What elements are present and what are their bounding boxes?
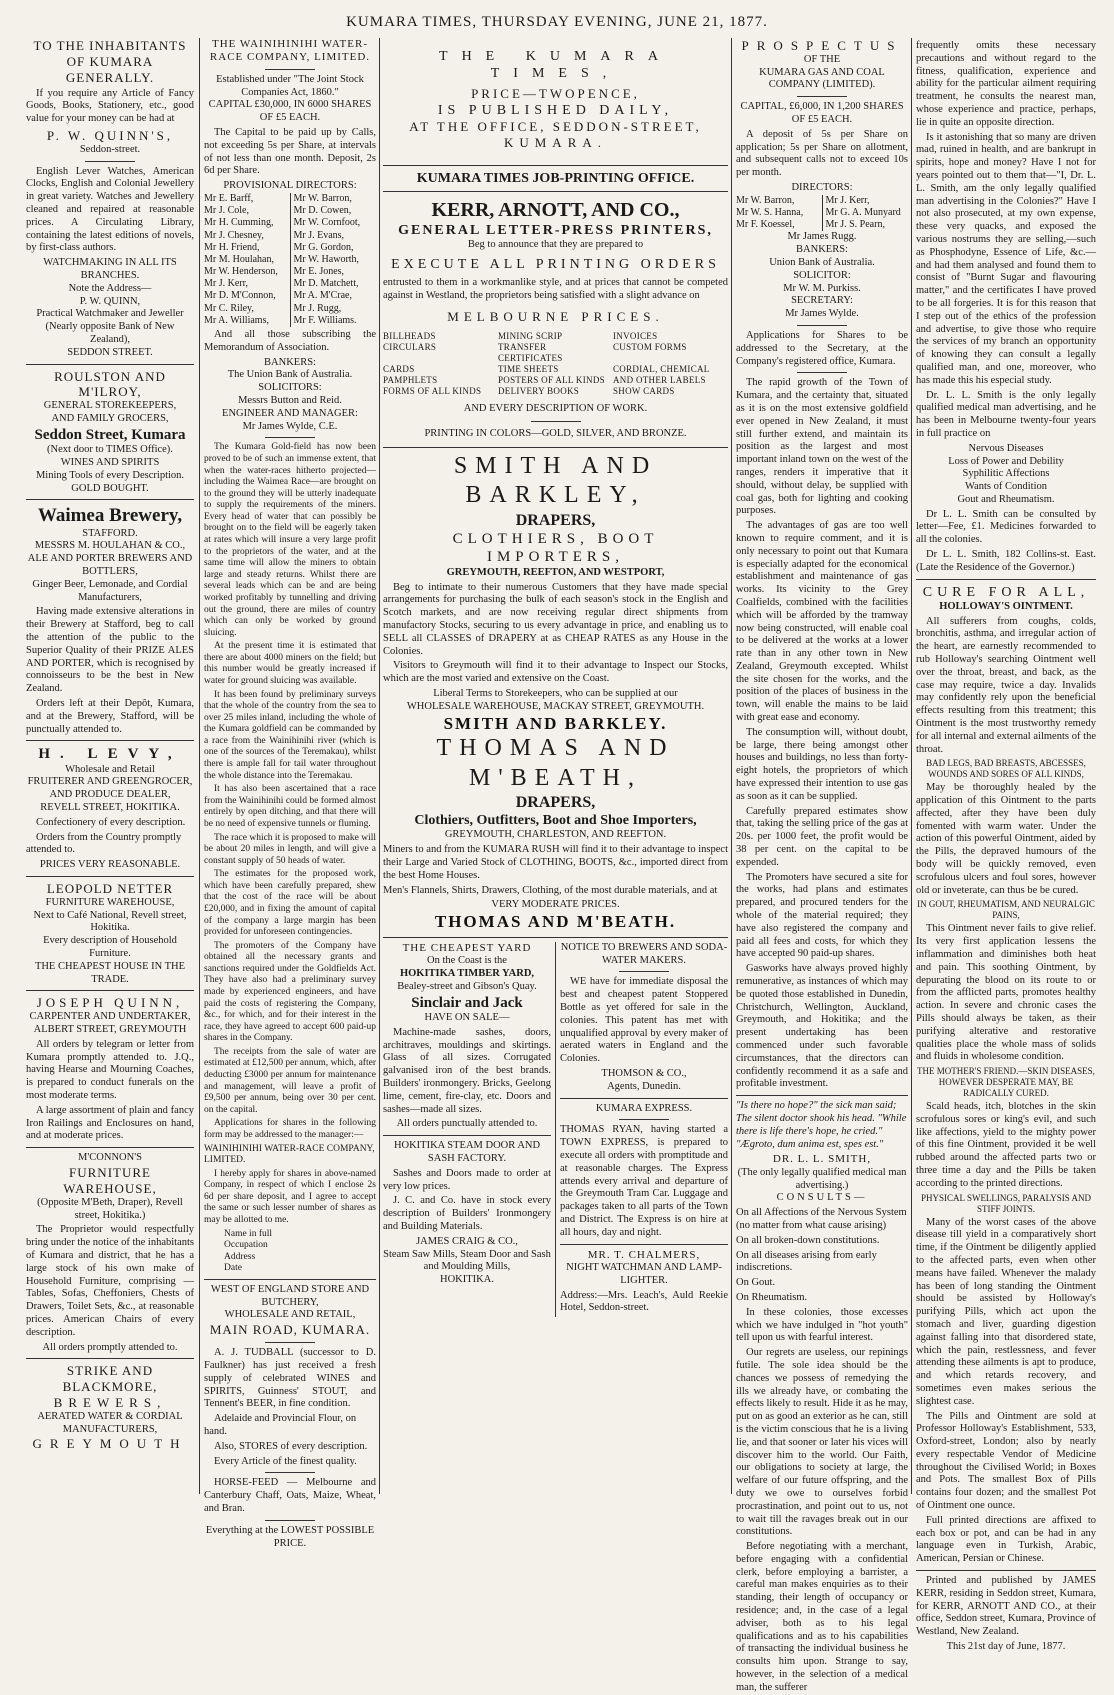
director: Mr J. Kerr, <box>204 278 249 290</box>
soda-place: Agents, Dunedin. <box>607 1080 681 1092</box>
sb-drapers: DRAPERS, <box>515 511 596 529</box>
ad-wainihinihi-directors-heading: PROVISIONAL DIRECTORS: <box>223 180 357 192</box>
kt-title: THE KUMARA TIMES, <box>439 49 672 82</box>
smith-paragraph: Before negotiating with a merchant, before engaging with a confidential clerk, before employing a barrister, a careful man makes enquiries as to their standing, their length of occupancy or residence; and, in the case of a legal adviser, both as to his legal qualifications and as to his capabilities of transacting the individual business he consults him upon. Strange to say, however, in the selection of a medical man, the sufferer <box>736 1541 908 1693</box>
pro-of: OF THE <box>803 53 841 65</box>
ad-roulston-wines: WINES AND SPIRITS <box>60 456 160 468</box>
pro-directors <box>736 195 908 232</box>
ad-waimea-orders: Orders left at their Depôt, Kumara, and at the Brewery, Stafford, will be punctually attended to. <box>26 697 194 735</box>
ad-levy-street: REVELL STREET, HOKITIKA. <box>40 801 180 813</box>
divider <box>26 876 194 877</box>
yard-heading: THE CHEAPEST YARD <box>402 941 532 954</box>
steam-place: HOKITIKA. <box>440 1274 494 1286</box>
ad-waimea-firm2: ALE AND PORTER BREWERS AND BOTTLERS, <box>27 553 193 577</box>
ad-westeng-sub: WHOLESALE AND RETAIL, <box>224 1309 356 1321</box>
ad-wainihinihi-bankers: The Union Bank of Australia. <box>227 369 353 381</box>
ad-quinn-address: Seddon-street. <box>79 143 141 155</box>
center-lower-right <box>556 942 728 1317</box>
kerr-colors: PRINTING IN COLORS—GOLD, SILVER, AND BRONZE. <box>424 428 687 440</box>
yard-orders: All orders punctually attended to. <box>396 1118 538 1130</box>
ad-tudball-price: Everything at the LOWEST POSSIBLE PRICE. <box>205 1524 375 1549</box>
ad-wainihinihi-form-heading: WAINIHINIHI WATER-RACE COMPANY, LIMITED. <box>204 1143 375 1166</box>
divider <box>265 1342 315 1343</box>
divider <box>736 1095 908 1096</box>
page-masthead: KUMARA TIMES, THURSDAY EVENING, JUNE 21, 1877. <box>346 14 768 30</box>
express-heading: KUMARA EXPRESS. <box>595 1102 693 1114</box>
ad-wainihinihi-heading: THE WAINIHINIHI WATER-RACE COMPANY, LIMITED. <box>209 38 371 64</box>
tm-prices: VERY MODERATE PRICES. <box>491 899 620 911</box>
ad-tudball-quality: Every Article of the finest quality. <box>214 1455 357 1467</box>
tm-trades: Clothiers, Outfitters, Boot and Shoe Importers, <box>414 813 697 829</box>
column-rule <box>379 38 380 1494</box>
ad-jquinn-street: ALBERT STREET, GREYMOUTH <box>33 1024 187 1036</box>
ad-wainihinihi-solicitors: Messrs Button and Reid. <box>238 395 342 407</box>
director: Mr J. Cole, <box>204 205 249 217</box>
smith-only: (The only legally qualified medical man advertising.) <box>737 1166 907 1191</box>
director: Mr G. A. Munyard <box>825 207 901 219</box>
director: Mr D. M'Connon, <box>204 290 276 302</box>
ad-wainihinihi-engineer-heading: ENGINEER AND MANAGER: <box>222 407 358 419</box>
pro-apply: Applications for Shares to be addressed to the Secretary, at the Company's registered office, Kumara. <box>736 329 908 367</box>
sb-warehouse: WHOLESALE WAREHOUSE, MACKAY STREET, GREYMOUTH. <box>406 700 705 712</box>
ad-netter-address: Next to Café National, Revell street, Hokitika. <box>33 909 187 934</box>
condition: Gout and Rheumatism. <box>957 493 1055 505</box>
ad-wainihinihi-paragraph: It has been found by preliminary surveys that the whole of the country from the sea to over 25 miles inland, including the whole of the Kumara goldfield can be commanded by a race from the Wainihinihi river (which is one of the sources of the Teremakau), whilst there is ample fall for tail water throughout the whole distance into the Teremakau. <box>204 689 376 781</box>
condition: Loss of Power and Debility <box>948 455 1064 467</box>
steam-mills: Steam Saw Mills, Steam Door and Sash and Moulding Mills, <box>383 1248 551 1273</box>
smith-list <box>736 1207 908 1305</box>
divider <box>531 421 581 422</box>
ad-roulston-sub: GENERAL STOREKEEPERS, <box>43 400 177 412</box>
pro-paragraph: The advantages of gas are too well known to require comment, and it is only necessary to point out that Kumara is especially adapted for the economical establishment and maintenance of gas works. Its vicinity to the Grey Coalfields, combined with the facilities which will be afforded by the tramway now being constructed, will enable coal to be delivered at the works at a lower rate than in any other town in New Zealand, Greymouth excepted. Whilst the site chosen for the works, and the position of the places of business in the town, will enable the mains to be laid with great ease and economy. <box>736 520 908 724</box>
kerr-item: CUSTOM FORMS <box>613 341 687 352</box>
ad-tudball-flour: Adelaide and Provincial Flour, on hand. <box>204 1413 357 1437</box>
form-field: Occupation <box>224 1240 268 1251</box>
director: Mr A. M'Crae, <box>293 290 352 302</box>
ad-wainihinihi-paragraph: At the present time it is estimated that there are about 4000 miners on the field; but this number would be greatly increased if water for ground sluicing was available. <box>204 641 376 686</box>
ad-roulston-next: (Next door to TIMES Office). <box>47 444 173 456</box>
pro-solicitor-heading: SOLICITOR: <box>793 269 851 281</box>
center-columns <box>383 38 728 1494</box>
ad-wainihinihi-paragraph: The race which it is proposed to make will be about 20 miles in length, and will give a constant supply of 50 heads of water. <box>204 832 376 866</box>
steam-body2: J. C. and Co. have in stock every description of Builders' Ironmongery and Building Materials. <box>383 1195 551 1232</box>
smith-paragraph: Our regrets are useless, our repinings futile. The sole idea should be the chances we possess of remedying the ills we already have, or combating the effects likely to result. Hide it as he may, put on as good an exterior as he can, still is the victim conscious that he is a living lie, and that sooner or later his vices will discover him to the world. Our Faith, our obligations to society at large, the welfare of our future offspring, and the duty we owe to ourselves forbid procrastination, and point out to us, not to wait till the ravages break out in our constitutions. <box>736 1347 908 1538</box>
ad-mcconnon-heading: M'CONNON'S <box>78 1152 142 1164</box>
holloway-paragraph: Full printed directions are affixed to each box or pot, and can be had in any language even in Turkish, Arabic, American, Persian or Chinese. <box>916 1514 1096 1565</box>
holloway-gout: IN GOUT, RHEUMATISM, AND NEURALGIC PAINS, <box>917 899 1095 921</box>
pro-rugg: Mr James Rugg. <box>787 231 857 243</box>
ad-wainihinihi-bankers-heading: BANKERS: <box>264 356 316 368</box>
director: Mr M. Houlahan, <box>204 253 274 265</box>
ad-wainihinihi-form: I hereby apply for shares in above-named Company, in respect of which I enclose 2s 6d per share deposit, and I agree to accept the same or such lesser number of shares as may be allotted to me. <box>204 1168 376 1225</box>
column-4 <box>736 38 908 1693</box>
ad-wainihinihi-paragraph: The estimates for the proposed work, which have been carefully prepared, shew that the cost of the race will be about £20,000, and in fixing the amount of capital of the company a large margin has been provided for unforeseen contingencies. <box>204 869 376 938</box>
ad-wainihinihi-established: Established under "The Joint Stock Companies Act, 1860." <box>216 73 364 98</box>
kerr-beg: Beg to announce that they are prepared to <box>467 239 644 251</box>
divider <box>265 437 315 438</box>
ad-jquinn-sub: CARPENTER AND UNDERTAKER, <box>29 1011 191 1023</box>
ad-roulston-heading: ROULSTON AND M'ILROY, <box>54 368 166 400</box>
tm-drapers: DRAPERS, <box>515 793 596 811</box>
director: Mr E. Jones, <box>293 266 345 278</box>
ad-quinn-body: English Lever Watches, American Clocks, English and Colonial Jewellery in great variety. Watches and Jewellery cleaned and repaired at reasonable prices. A Circulating Library, containing the latest editions of novels, by first-class authors. <box>26 165 194 254</box>
ad-roulston-street: Seddon Street, Kumara <box>34 426 186 443</box>
divider <box>26 740 194 741</box>
pro-capital: CAPITAL, £6,000, IN 1,200 SHARES OF £5 EACH. <box>740 101 904 126</box>
directors-left <box>204 193 291 327</box>
kerr-body: entrusted to them in a workmanlike style, and at prices that cannot be competed against in Westland, the proprietors being satisfied with a slight advance on <box>383 277 728 302</box>
soda-heading: NOTICE TO BREWERS AND SODA-WATER MAKERS. <box>560 941 728 966</box>
director: Mr W. Barron, <box>293 192 352 204</box>
sb-trades: CLOTHIERS, BOOT IMPORTERS, <box>452 531 659 566</box>
tm-flannels: Men's Flannels, Shirts, Drawers, Clothing, of the most durable materials, and at <box>383 884 718 896</box>
ad-wainihinihi-engineer: Mr James Wylde, C.E. <box>242 420 338 432</box>
ad-westeng-heading: WEST OF ENGLAND STORE AND BUTCHERY, <box>210 1283 370 1308</box>
divider <box>797 372 847 373</box>
divider <box>916 1570 1096 1571</box>
director: Mr A. Williams, <box>204 314 269 326</box>
ad-quinn-branches: WATCHMAKING IN ALL ITS BRANCHES. <box>43 257 177 281</box>
ad-quinn-street: SEDDON STREET. <box>67 346 153 358</box>
kerr-every: AND EVERY DESCRIPTION OF WORK. <box>463 402 648 414</box>
tm-places: GREYMOUTH, CHARLESTON, AND REEFTON. <box>444 829 667 841</box>
director: Mr W. Henderson, <box>204 266 278 278</box>
director: Mr J. Kerr, <box>825 194 870 206</box>
smith-letter: Dr L. L. Smith can be consulted by letter—Fee, £1. Medicines forwarded to all the colonies. <box>916 508 1096 546</box>
smith-list-item: On Rheumatism. <box>736 1291 808 1303</box>
ad-strike-place: GREYMOUTH <box>32 1436 188 1452</box>
kerr-heading: KERR, ARNOTT, AND CO., <box>431 198 680 221</box>
holloway-heading: HOLLOWAY'S OINTMENT. <box>939 600 1073 612</box>
center-lower-split <box>383 942 728 1317</box>
ad-wainihinihi-directors <box>204 193 376 327</box>
ad-roulston-gold: GOLD BOUGHT. <box>71 482 149 494</box>
job-heading: KUMARA TIMES JOB-PRINTING OFFICE. <box>416 170 695 186</box>
pro-deposit: A deposit of 5s per Share on application; 5s per Share on allotment, and subsequent calls not to exceed 10s per month. <box>736 128 908 179</box>
chalmers-heading: MR. T. CHALMERS, <box>587 1248 701 1261</box>
ad-wainihinihi-calls: The Capital to be paid up by Calls, not exceeding 5s per Share, at intervals of not less than one month. Deposit, 2s 6d per Share. <box>204 127 376 177</box>
ad-quinn-note: Note the Address— <box>68 282 152 294</box>
divider <box>26 499 194 500</box>
steam-heading: HOKITIKA STEAM DOOR AND SASH FACTORY. <box>393 1140 541 1164</box>
kerr-item: TIME SHEETS <box>498 363 559 374</box>
ad-wainihinihi-paragraph: Applications for shares in the following form may be addressed to the manager:— <box>204 1118 376 1140</box>
kerr-item: INVOICES <box>613 330 658 341</box>
ad-levy-confectionery: Confectionery of every description. <box>36 816 186 828</box>
soda-firm: THOMSON & CO., <box>601 1068 687 1080</box>
ad-levy-sub: Wholesale and Retail <box>65 763 155 775</box>
ad-wainihinihi-paragraph: The Kumara Gold-field has now been proved to be of such an immense extent, that when the water-races hitherto projected—including the Waimea Race—are brought on to the ground they will be utterly inadequate to supply the requirements of the miners. Every head of water that can possibly be brought on to the field will be eagerly taken at rates which will insure a very large profit to the proprietors of the water, and at the same time will allow the miners to obtain large and steady returns. Whilst there are several leads which can be and are being worked profitably by tunnelling and driving out the ground, there are miles of country which can only be worked by ground sluicing. <box>204 442 376 638</box>
holloway-paragraph: Many of the worst cases of the above disease till yield in a comparatively short time, if the Ointment be diligently applied to the affected parts, even when other means have failed. Whenever the malady has been of long standing the Ointment should be assisted by Holloway's purifying Pills, which act upon the stomach and liver, guarding digestion against falling into that disordered state, which the pain, restlessness, and fever attending these ailments is apt to produce, and which retards recovery, and sometimes even makes serious the slightest case. <box>916 1216 1096 1407</box>
tm-body: Miners to and from the KUMARA RUSH will find it to their advantage to inspect their Large and Varied Stock of CLOTHING, BOOTS, &c., imported direct from the best Home Houses. <box>383 844 728 881</box>
director: Mr E. Barff, <box>204 192 254 204</box>
holloway-paragraph: The Pills and Ointment are sold at Professor Holloway's Establishment, 533, Oxford-street, London; also by nearly every respectable Vendor of Medicine throughout the Civilised World; in Boxes and Pots. The smallest Box of Pills contains four dozen; and the smallest Pot of Ointment one ounce. <box>916 1410 1096 1512</box>
sb-outline: SMITH AND BARKLEY. <box>443 713 668 733</box>
divider <box>85 161 135 162</box>
imprint: Printed and published by JAMES KERR, residing in Seddon street, Kumara, for KERR, ARNOTT AND CO., at their office, Seddon street, Kumara, Province of Westland, New Zealand. <box>916 1575 1096 1638</box>
form-field: Date <box>224 1263 242 1274</box>
yard-address: Bealey-street and Gibson's Quay. <box>397 980 537 992</box>
director: Mr D. Cowen, <box>293 205 352 217</box>
director: Mr J. Rugg, <box>293 302 342 314</box>
ad-waimea-body: Having made extensive alterations in their Brewery at Stafford, beg to call the attention of the public to the Superior Quality of their PRIZE ALES AND PORTER, which is recognised by connoisseurs to be the best in New Zealand. <box>26 606 194 695</box>
kerr-execute: EXECUTE ALL PRINTING ORDERS <box>391 257 720 273</box>
smith-address: Dr L. L. Smith, 182 Collins-st. East. (Late the Residence of the Governor.) <box>916 549 1096 573</box>
column-rule <box>911 38 912 1494</box>
divider <box>26 990 194 991</box>
divider <box>619 971 669 972</box>
ad-mcconnon-sub: FURNITURE WAREHOUSE, <box>63 1165 157 1196</box>
divider <box>26 1147 194 1148</box>
kerr-items <box>383 331 728 397</box>
divider <box>265 1472 315 1473</box>
condition: Nervous Diseases <box>968 442 1044 454</box>
yard-body: Machine-made sashes, doors, architraves, mouldings and skirtings. Glass of all sizes. Corrugated galvanised iron of the best brands. Builders' ironmongery. Bricks, Geelong lime, cement, fire-clay, etc. Doors and sashes—made all sizes. <box>383 1026 551 1115</box>
ad-levy-prices: PRICES VERY REASONABLE. <box>39 859 181 871</box>
ad-levy-heading: H. LEVY, <box>38 746 182 763</box>
smith-continued: frequently omits these necessary precautions and without regard to the fitness, qualification, experience and ability for the particular ailment requiring treatment, he consults the nearest man, whose experience and practice, perhaps, lie in quite an opposite direction. <box>916 40 1096 128</box>
pro-secretary-heading: SECRETARY: <box>791 295 853 307</box>
directors-right <box>291 193 377 327</box>
form-field: Address <box>224 1251 256 1262</box>
smith-continued: Dr. L. L. Smith is the only legally qualified medical man advertising, and he has been in Melbourne twenty-four years in full practice on <box>916 389 1096 439</box>
ad-jquinn-body: All orders by telegram or letter from Kumara promptly attended to. J.Q., having Hearse and Mourning Coaches, is prepared to conduct funerals on the most moderate terms. <box>26 1038 194 1102</box>
holloway-paragraph: May be thoroughly healed by the application of this Ointment to the parts affected, after they have been duly fomented with warm water. Under the action of this powerful Ointment, aided by the Pills, the depraved humours of the body will be quickly removed, even scrofulous ulcers and foul sores, however old or inveterate, can thus be be cured. <box>916 782 1096 896</box>
column-1 <box>26 38 194 1494</box>
holloway-paragraph: This Ointment never fails to give relief. Its very first application lessens the inflammation and diminishes both heat and pain. This soothing Ointment, by depurating the blood on its route to or from the afflicted parts, promotes healthy action. In severe and chronic cases the Pills should always be taken, as their purifying alterative and restorative qualities place the whole mass of solids and fluids in wholesome condition. <box>916 923 1096 1063</box>
smith-conditions <box>916 443 1096 507</box>
smith-name: DR. L. L. SMITH, <box>772 1153 872 1166</box>
director: Mr W. Haworth, <box>293 253 360 265</box>
ad-quinn-intro: If you require any Article of Fancy Goods, Books, Stationery, etc., good value for your money can be had at <box>26 87 194 125</box>
ad-jquinn-railings: A large assortment of plain and fancy Iron Railings and Enclosures on hand, and at moderate prices. <box>26 1104 194 1142</box>
smith-list-item: On all broken-down constitutions. <box>736 1234 880 1246</box>
pro-bankers: Union Bank of Australia. <box>769 256 875 268</box>
ad-netter-heading: LEOPOLD NETTER <box>46 880 174 896</box>
kerr-sub: GENERAL LETTER-PRESS PRINTERS, <box>398 223 713 239</box>
ad-quinn-heading: TO THE INHABITANTS OF KUMARA GENERALLY. <box>33 38 187 85</box>
divider <box>204 1279 376 1280</box>
kerr-item: AND OTHER LABELS <box>613 374 706 385</box>
pro-solicitor: Mr W. M. Purkiss. <box>783 282 861 294</box>
chalmers-address: Address:—Mrs. Leach's, Auld Reekie Hotel, Seddon-street. <box>560 1289 728 1314</box>
ad-quinn-trade: Practical Watchmaker and Jeweller (Nearly opposite Bank of New Zealand), <box>36 308 184 345</box>
kerr-item: FORMS OF ALL KINDS <box>383 385 482 396</box>
smith-paragraph: In these colonies, those excesses which we have indulged in "hot youth" tell upon us with fearful interest. <box>736 1306 908 1344</box>
ad-wainihinihi-paragraph: The promoters of the Company have obtained all the necessary grants and sanctions required under the Goldfields Act. They have also had a preliminary survey made by experienced engineers, and have paid the costs of registering the Company, &c., for which, and for their interest in the race, they have agreed to accept 600 paid-up shares in the Company. <box>204 940 376 1044</box>
divider <box>383 165 728 166</box>
ad-wainihinihi-solicitors-heading: SOLICITORS: <box>258 382 322 394</box>
ad-mcconnon-body: The Proprietor would respectfully bring under the notice of the inhabitants of Kumara and district, that he has a large stock of his own make of Household Furniture, comprising — Tables, Sofas, Cheffoniers, Chests of Drawers, Toilet Sets, &c., at reasonable prices. American Chairs of every description. <box>26 1224 194 1338</box>
ad-mcconnon-orders: All orders promptly attended to. <box>42 1341 178 1353</box>
ad-quinn-name: P. W. QUINN'S, <box>46 127 174 143</box>
center-lower-left <box>383 942 556 1317</box>
kt-place: KUMARA. <box>503 134 608 150</box>
kerr-item: CARDS <box>383 363 415 374</box>
pro-bankers-heading: BANKERS: <box>796 244 848 256</box>
director: Mr F. Williams. <box>293 314 357 326</box>
director: Mr W. S. Hanna, <box>736 207 804 219</box>
director: Mr W. Cornfoot, <box>293 217 361 229</box>
pro-paragraph: The Promoters have secured a site for the works, had plans and estimates prepared, and procured tenders for the whole of the material required; they have also registered the company and paid all fees and costs, for which they have accepted 90 paid-up shares. <box>736 871 908 960</box>
divider <box>916 579 1096 580</box>
ad-netter-sub: FURNITURE WAREHOUSE, <box>45 896 175 908</box>
directors-left <box>736 195 823 232</box>
director: Mr J. S. Pearn, <box>825 219 885 231</box>
ad-levy-trade: FRUITERER AND GREENGROCER, AND PRODUCE DEALER, <box>27 776 193 801</box>
divider <box>797 325 847 326</box>
column-2 <box>204 38 376 1549</box>
pro-paragraph: Carefully prepared estimates show that, taking the selling price of the gas at 20s. per 1000 feet, the profit would be 38 per cent. on the capital to be expended. <box>736 805 908 868</box>
kerr-item: TRANSFER CERTIFICATES <box>498 341 563 363</box>
ad-netter-every: Every description of Household Furniture. <box>43 935 177 960</box>
chalmers-sub: NIGHT WATCHMAN AND LAMP-LIGHTER. <box>566 1262 722 1286</box>
soda-body: WE have for immediate disposal the best and cheapest patent Stoppered Bottle as yet offered for sale in the colonies. This patent has met with unqualified approval by every maker of aerated waters in England and the Colonies. <box>560 976 728 1065</box>
divider <box>797 96 847 97</box>
yard-sale: HAVE ON SALE— <box>424 1011 510 1023</box>
pro-company: KUMARA GAS AND COAL COMPANY (LIMITED). <box>759 66 885 91</box>
divider <box>560 1244 728 1245</box>
kt-daily: IS PUBLISHED DAILY, <box>437 103 674 119</box>
pro-secretary: Mr James Wylde. <box>785 308 859 320</box>
holloway-mother: THE MOTHER'S FRIEND.—SKIN DISEASES, HOWEVER DESPERATE MAY, BE RADICALLY CURED. <box>917 1066 1095 1099</box>
kerr-prices: MELBOURNE PRICES. <box>447 308 664 324</box>
sb-visitors: Visitors to Greymouth will find it to their advantage to Inspect our Stocks, which are the most varied and extensive on the Coast. <box>383 660 728 685</box>
kerr-item: SHOW CARDS <box>613 385 675 396</box>
sb-body: Beg to intimate to their numerous Customers that they have made special arrangements for purchasing the bulk of each season's stock in the English and Scotch markets, and are now receiving regular direct shipments from manufactory Stocks, securing to us every advantage in price, and enabling us to SELL all CLASSES of DRAPERY at as CHEAP RATES as any House in the Colonies. <box>383 581 728 657</box>
ad-wainihinihi-form-fields <box>204 1229 376 1275</box>
director: Mr W. Barron, <box>736 194 795 206</box>
smith-list-item: On Gout. <box>736 1277 776 1289</box>
ad-jquinn-heading: JOSEPH QUINN, <box>36 995 184 1011</box>
pro-paragraph: The consumption will, without doubt, be large, there being amongst other houses and buildings, no less than forty-eight hotels, the proprietors of which have expressed their intention to use gas as soon as it can be supplied. <box>736 726 908 802</box>
ad-strike-sub: BREWERS, <box>53 1395 167 1411</box>
smith-poem: "Is there no hope?" the sick man said; The silent doctor shook his head. "While there is life there's hope, he cried." "Ægroto, dum anima est, spes est." <box>736 1100 907 1150</box>
divider <box>619 1119 669 1120</box>
ad-netter-cheapest: THE CHEAPEST HOUSE IN THE TRADE. <box>34 960 186 985</box>
express-body: THOMAS RYAN, having started a TOWN EXPRESS, is prepared to execute all orders with promptitude and at reasonable charges. The Express attends every arrival and departure of the Greymouth Tram Car. Luggage and packages taken to all parts of the Town and District. The Express is on hire at all hours, day and night. <box>560 1124 728 1238</box>
ad-roulston-tools: Mining Tools of every Description. <box>35 469 185 481</box>
yard-sub: On the Coast is the <box>427 955 507 967</box>
pro-directors-heading: DIRECTORS: <box>791 182 853 194</box>
director: Mr D. Matchett, <box>293 278 359 290</box>
kerr-item: DELIVERY BOOKS <box>498 385 580 396</box>
smith-list-item: On all diseases arising from early indiscretions. <box>736 1249 877 1274</box>
director: Mr J. Chesney, <box>204 229 264 241</box>
holloway-paragraph: Scald heads, itch, blotches in the skin scrofulous sores or king's evil, and such like affections, yield to the mighty power of this fine Ointment, provided it be well rubbed around the affected parts two or three time a day and the Pills be taken according to the printed directions. <box>916 1101 1096 1189</box>
ad-wainihinihi-signed: And all those subscribing the Memorandum of Association. <box>204 329 376 353</box>
column-5 <box>916 38 1096 1653</box>
kt-price: PRICE—TWOPENCE, <box>471 86 640 102</box>
director: Mr C. Riley, <box>204 302 254 314</box>
holloway-cure: CURE FOR ALL, <box>922 584 1090 600</box>
ad-strike-heading: STRIKE AND BLACKMORE, <box>62 1363 158 1395</box>
yard-name: HOKITIKA TIMBER YARD, <box>399 968 535 980</box>
smith-consults: CONSULTS— <box>776 1192 868 1204</box>
kerr-item: PAMPHLETS <box>383 374 438 385</box>
divider <box>265 69 315 70</box>
ad-wainihinihi-paragraph: The receipts from the sale of water are estimated at £12,500 per annum, which, after deducting £3000 per annum for maintenance and management, will leave a profit of £9,500 per annum, being over 30 per cent. on the capital. <box>204 1046 376 1115</box>
steam-body: Sashes and Doors made to order at very low prices. <box>383 1167 551 1192</box>
ad-quinn-signature: P. W. QUINN, <box>79 295 141 307</box>
director: Mr G. Gordon, <box>293 241 354 253</box>
divider <box>383 447 728 448</box>
ad-waimea-ginger: Ginger Beer, Lemonade, and Cordial Manufacturers, <box>32 578 188 603</box>
divider <box>383 937 728 938</box>
column-rule <box>731 38 732 1494</box>
sb-places: GREYMOUTH, REEFTON, AND WESTPORT, <box>446 566 665 578</box>
pro-paragraph: The rapid growth of the Town of Kumara, and the certainty that, situated as it is on the most extensive goldfield ever opened in New Zealand, it must still further extend, and maintain its position as the largest and most important inland town on the west of the ranges, renders it imperative that it should, without delay, be supplied with coal gas, both for lighting and cooking purposes. <box>736 377 908 517</box>
pro-heading: PROSPECTUS <box>741 38 903 53</box>
ad-wainihinihi-capital: CAPITAL £30,000, IN 6000 SHARES OF £5 EACH. <box>208 99 372 124</box>
tm-outline: THOMAS AND M'BEATH. <box>434 912 677 932</box>
divider <box>383 1135 551 1136</box>
divider <box>26 1358 194 1359</box>
director: Mr H. Cumming, <box>204 217 274 229</box>
sb-liberal: Liberal Terms to Storekeepers, who can be supplied at our <box>433 687 678 699</box>
ad-mcconnon-address: (Opposite M'Beth, Draper), Revell street, Hokitika.) <box>37 1196 183 1221</box>
director: Mr J. Evans, <box>293 229 345 241</box>
kerr-item: CIRCULARS <box>383 341 437 352</box>
sb-heading: SMITH AND BARKLEY, <box>453 453 658 509</box>
divider <box>560 1098 728 1099</box>
kt-office: AT THE OFFICE, SEDDON-STREET, <box>409 119 702 135</box>
condition: Syphilitic Affections <box>962 468 1050 480</box>
yard-firm: Sinclair and Jack <box>411 994 523 1011</box>
holloway-legs: BAD LEGS, BAD BREASTS, ABCESSES, WOUNDS AND SORES OF ALL KINDS, <box>926 758 1086 780</box>
ad-tudball-horsefeed: HORSE-FEED — Melbourne and Canterbury Chaff, Oats, Maize, Wheat, and Bran. <box>204 1477 376 1514</box>
director: Mr F. Koessel, <box>736 219 795 231</box>
ad-wainihinihi-paragraph: It has also been ascertained that a race from the Wainihinihi could be formed almost entirely by open ditching, and that there will be no need of expensive tunnels or fluming. <box>204 784 376 829</box>
smith-list-item: On all Affections of the Nervous System (no matter from what cause arising) <box>736 1207 907 1231</box>
tm-heading: THOMAS AND M'BEATH, <box>436 735 675 791</box>
condition: Wants of Condition <box>965 481 1047 493</box>
ad-waimea-firm: MESSRS M. HOULAHAN & CO., <box>34 540 186 552</box>
divider <box>383 191 728 192</box>
divider <box>26 364 194 365</box>
ad-tudball-stores: Also, STORES of every description. <box>214 1440 368 1452</box>
holloway-swellings: PHYSICAL SWELLINGS, PARALYSIS AND STIFF JOINTS. <box>921 1192 1091 1214</box>
divider <box>265 1520 315 1521</box>
ad-tudball-body: A. J. TUDBALL (successor to D. Faulkner) has just received a fresh supply of celebrated WINES and SPIRITS, Guinness' STOUT, and Tennent's BEER, in fine condition. <box>204 1347 376 1410</box>
ad-strike-sub2: AERATED WATER & CORDIAL MANUFACTURERS, <box>37 1410 183 1435</box>
kerr-item: CORDIAL, CHEMICAL <box>613 363 710 374</box>
ad-roulston-sub2: AND FAMILY GROCERS, <box>51 413 169 425</box>
directors-right <box>823 195 909 232</box>
kerr-item: BILLHEADS <box>383 330 436 341</box>
smith-continued: Is it astonishing that so many are driven mad, ruined in health, and are bankrupt in spirits, hope and money? Have I not for years pointed out to them that—"I, Dr. L. L. Smith, am the only legally qualified man advertising in the Colonies?" Have I not also prosecuted, at my own expense, these very quacks, and exposed the various nostrums they are selling,—such as Phosphodyne, Essence of Life, &c.—and had them analysed and found them to consist of "Burnt Sugar and flavouring matter," and the certificates I have proved to be all forgeries. It is for this reason that I step out of the ethics of the profession and advertise, to give those who require the services of my branch an opportunity of knowing they can consult a legally qualified man, and one, moreover, who has made this his especial study. <box>916 131 1096 386</box>
holloway-paragraph: All sufferers from coughs, colds, bronchitis, asthma, and irregular action of the heart, are earnestly recommended to rub Holloway's searching Ointment well over the throat, breast, and back, as the case may require, twice a day. Invalids may confidently rely upon the beneficial effects resulting from this treatment; this Ointment is the most trustworthy remedy for all internal and external ailments of the throat. <box>916 615 1096 755</box>
form-field: Name in full <box>224 1228 273 1239</box>
kerr-item: POSTERS OF ALL KINDS <box>498 374 605 385</box>
ad-levy-orders: Orders from the Country promptly attended to. <box>26 831 182 856</box>
pro-paragraph: Gasworks have always proved highly remunerative, as instances of which may be quoted those established in Dunedin, Christchurch, Wellington, Auckland, Greymouth, and Hokitika; and the present undertaking has been commenced under such favorable circumstances, that the directors can confidently recommend it as a safe and profitable investment. <box>736 963 908 1090</box>
director: Mr H. Friend, <box>204 241 260 253</box>
imprint-date: This 21st day of June, 1877. <box>946 1641 1066 1653</box>
steam-firm: JAMES CRAIG & CO., <box>416 1235 518 1247</box>
ad-waimea-place: STAFFORD. <box>82 527 138 539</box>
ad-westeng-road: MAIN ROAD, KUMARA. <box>209 1322 371 1338</box>
kerr-item: MINING SCRIP <box>498 330 563 341</box>
column-rule <box>199 38 200 1494</box>
ad-waimea-heading: Waimea Brewery, <box>37 505 183 527</box>
